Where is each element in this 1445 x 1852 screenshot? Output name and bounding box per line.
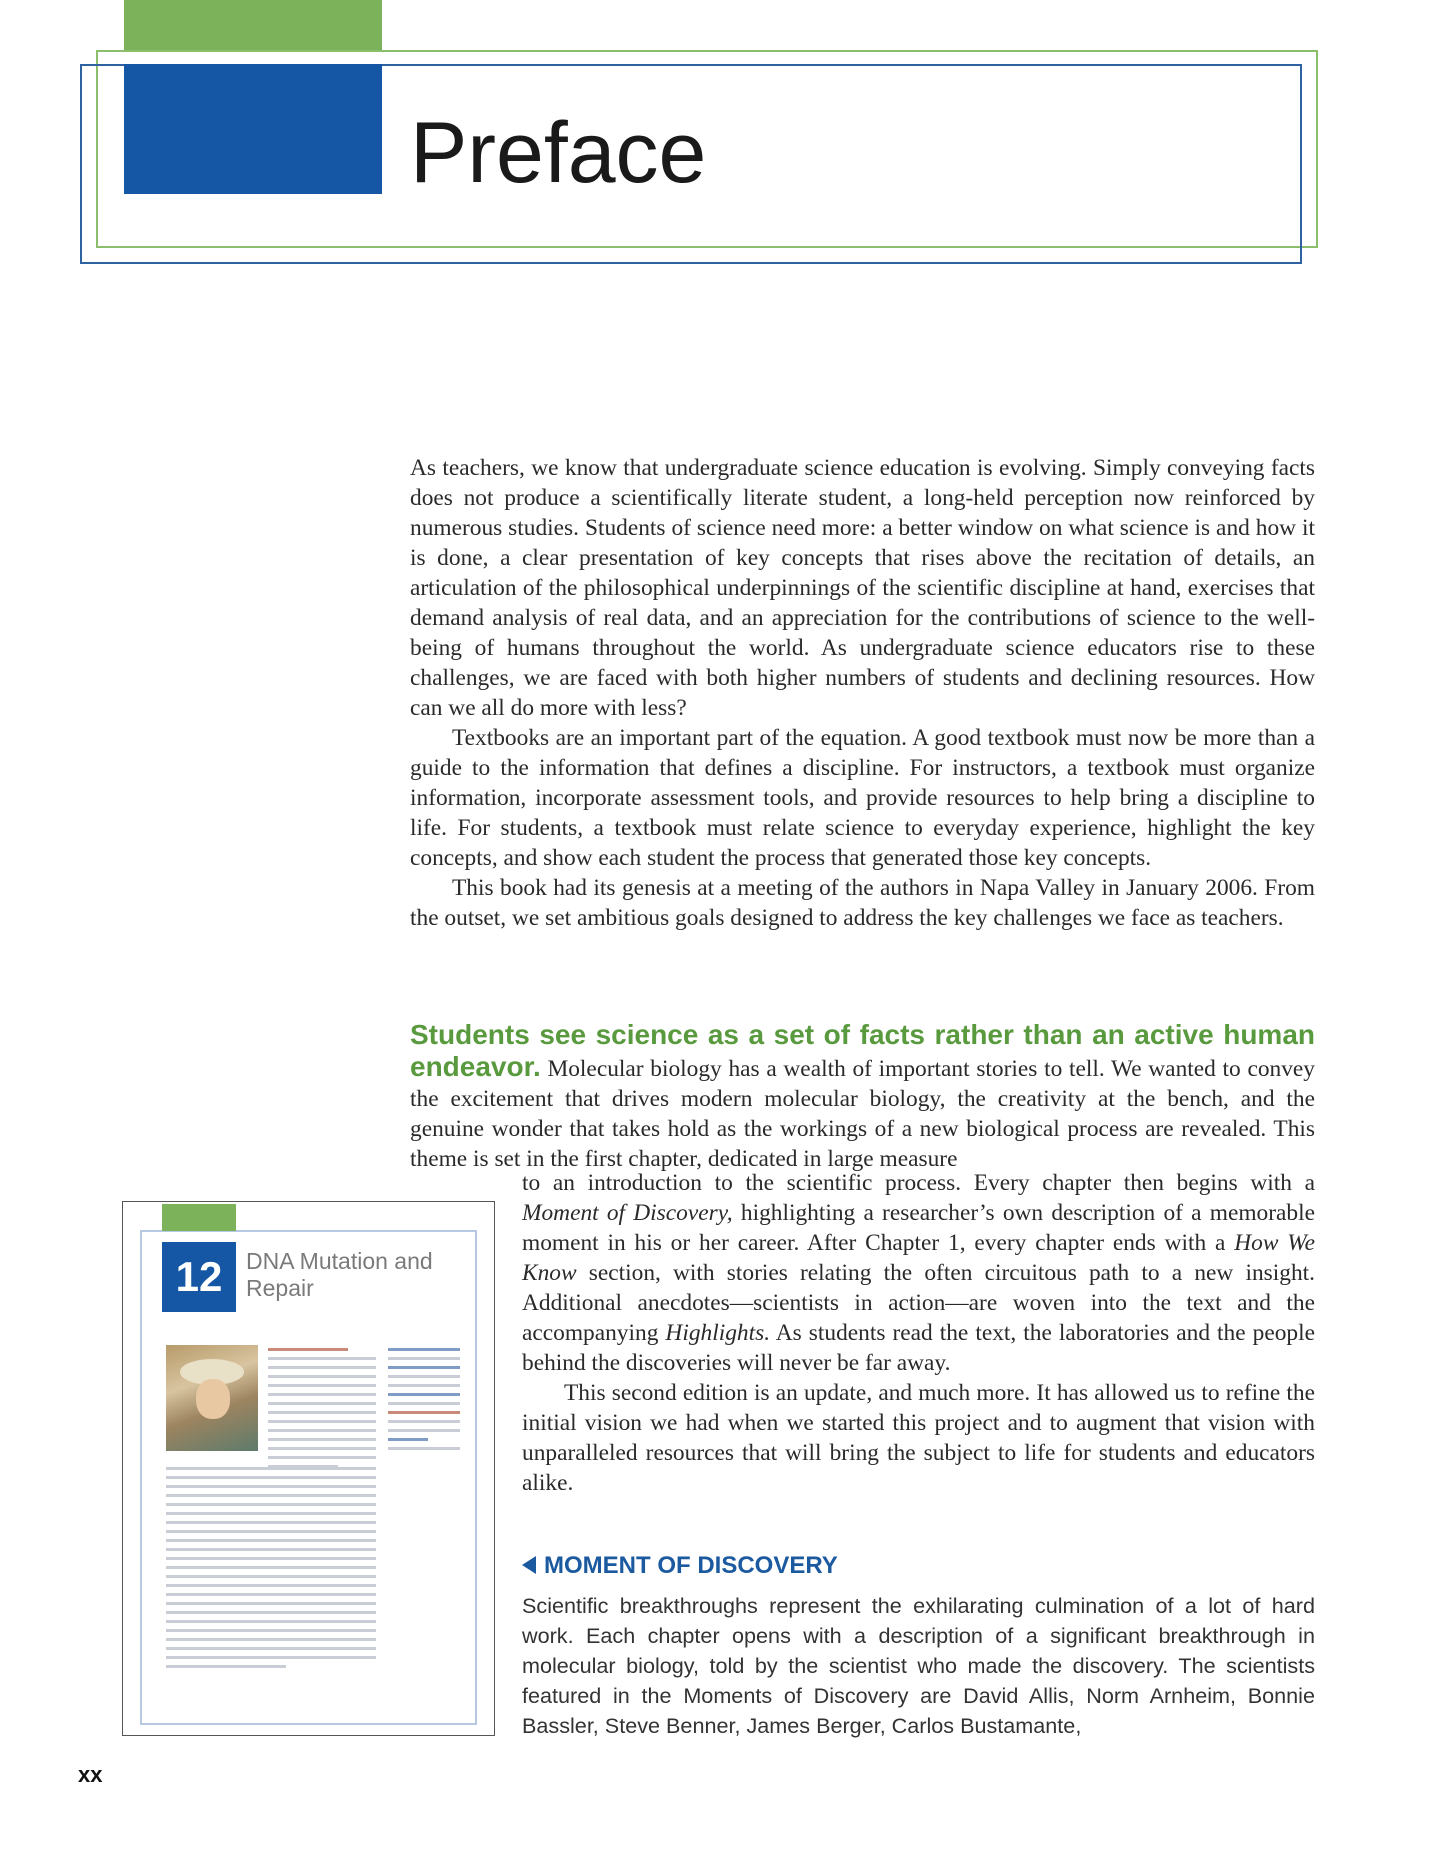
thumbnail-chapter-number: 12 [162,1242,236,1312]
section1-how-italic: How We Know [522,1230,1315,1286]
thumbnail-scientist-photo [166,1345,258,1451]
moment-of-discovery-heading-text: MOMENT OF DISCOVERY [544,1552,838,1579]
thumbnail-chapter-title: DNA Mutation and Repair [246,1248,433,1301]
chapter-opener-thumbnail [122,1201,495,1736]
thumbnail-text-lines-column-1 [268,1348,376,1474]
section-students-see-science [410,1020,1315,1174]
section1-text-d: As students read the text, the laboratories and the people behind the discoveries will never be far away. [522,1320,1316,1376]
section1-continued-paragraph [522,1168,1315,1378]
moment-of-discovery-heading [522,1552,838,1580]
intro-paragraph-3: This book had its genesis at a meeting of the authors in Napa Valley in January 2006. From the outset, we set ambitious goals designed to address the key challenges we face as teachers. [410,875,1315,931]
header-blue-block [124,64,382,194]
section1-highlights-italic: Highlights. [665,1320,771,1346]
section1-text-a: to an introduction to the scientific process. Every chapter then begins with a [522,1170,1315,1196]
section1-paragraph-2: This second edition is an update, and much more. It has allowed us to refine the initial vision we had when we started this project and to augment that vision with unparalleled resources that will bring the subject to life for students and educators alike. [522,1380,1315,1496]
moment-of-discovery-text: Scientific breakthroughs represent the exhilarating culmination of a lot of hard work. Each chapter opens with a description of a significant breakthrough in molecular biology, told by the scientist who made the discovery. The scientists featured in the Moments of Discovery are David Allis, Norm Arnheim, Bonnie Bassler, Steve Benner, James Berger, Carlos Bustamante, [522,1593,1315,1738]
thumbnail-text-lines-body [166,1467,376,1674]
face-shape [196,1379,230,1419]
section1-lead-text: Molecular biology has a wealth of important stories to tell. We wanted to convey the excitement that drives modern molecular biology, the creativity at the bench, and the genuine wonder that takes hold as the workings of a new biological process are revealed. This theme is set in the first chapter, dedicated in large measure [410,1056,1315,1172]
page-number: xx [78,1762,103,1787]
page-title: Preface [410,105,707,201]
thumbnail-page [140,1230,477,1725]
section1-text-b: highlighting a researcher’s own description of a memorable moment in his or her career. After Chapter 1, every chapter ends with a [522,1200,1315,1256]
intro-paragraph-1: As teachers, we know that undergraduate science education is evolving. Simply conveying facts does not produce a scientifically literate student, a long-held perception now reinforced by numerous studies. Students of science need more: a better window on what science is and how it is done, a clear presentation of key concepts that rises above the recitation of details, an articulation of the philosophical underpinnings of the scientific discipline at hand, exercises that demand analysis of real data, and an appreciation for the contributions of science to the well-being of humans throughout the world. As undergraduate science educators rise to these challenges, we are faced with both higher numbers of students and declining resources. How can we all do more with less? [410,455,1315,721]
intro-paragraph-2: Textbooks are an important part of the equation. A good textbook must now be more than a guide to the information that defines a discipline. For instructors, a textbook must organize information, incorporate assessment tools, and provide resources to help bring a discipline to life. For students, a textbook must relate science to everyday experience, highlight the key concepts, and show each student the process that generated those key concepts. [410,725,1315,871]
triangle-left-icon [522,1556,536,1574]
intro-text [410,453,1315,933]
section1-heading: Students see science as a set of facts rather than an active human endeavor. [410,1019,1315,1082]
header-green-tab [124,0,382,50]
section1-moment-italic: Moment of Discovery, [522,1200,733,1226]
thumbnail-green-tab [162,1204,236,1231]
thumbnail-text-lines-column-2 [388,1348,460,1456]
section1-text-c: section, with stories relating the often circuitous path to a new insight. Additional anecdotes—scientists in action—are woven into the text and the accompanying [522,1260,1315,1346]
section1-lead-paragraph [410,1020,1315,1174]
section1-continued [522,1168,1315,1498]
